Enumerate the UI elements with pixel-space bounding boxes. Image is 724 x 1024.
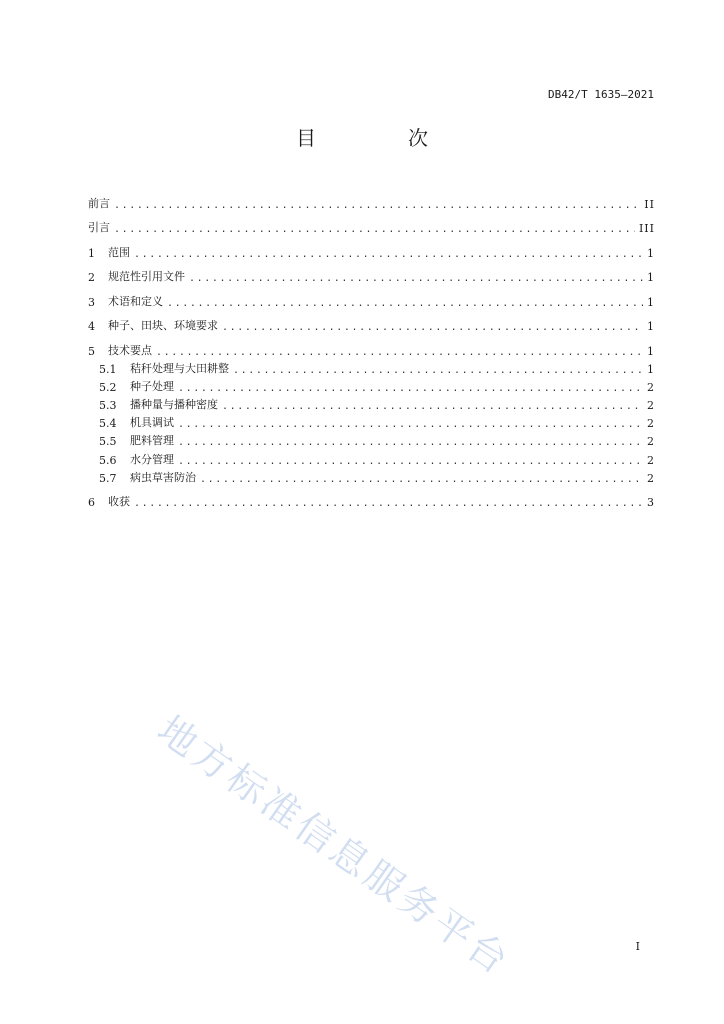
toc-entry[interactable] (88, 448, 655, 466)
toc-entry-number: 5.4 (99, 417, 117, 431)
toc-entry[interactable] (88, 333, 655, 358)
toc-entry-number: 5 (88, 344, 95, 358)
toc-entry[interactable] (88, 235, 655, 260)
dot-leader (167, 298, 643, 309)
watermark: 地方标准信息服务平台 (149, 707, 519, 985)
standard-code: DB42/T 1635—2021 (548, 88, 654, 101)
toc-entry-page: 1 (647, 344, 655, 358)
toc-entry-label: 病虫草害防治 (130, 470, 196, 484)
toc-entry-label: 术语和定义 (108, 294, 163, 308)
toc-entry[interactable] (88, 186, 655, 211)
toc-entry-label: 技术要点 (108, 343, 152, 357)
toc-entry-page: 2 (647, 399, 655, 413)
toc-entry-label: 规范性引用文件 (108, 270, 185, 283)
toc-entry-label: 机具调试 (130, 416, 174, 430)
toc-entry-number: 5.2 (99, 380, 117, 394)
toc-entry-number: 3 (88, 295, 95, 309)
table-of-contents (88, 186, 655, 509)
toc-entry-page: 2 (647, 435, 655, 449)
toc-entry-label: 前言 (88, 196, 110, 210)
toc-entry-page: 1 (647, 246, 655, 260)
toc-entry-label: 范围 (108, 245, 130, 259)
dot-leader (114, 224, 635, 235)
toc-entry-page: 1 (647, 362, 655, 376)
toc-entry-page: 2 (647, 417, 655, 431)
page-number: I (635, 940, 640, 953)
toc-entry-label: 收获 (108, 495, 130, 509)
toc-entry[interactable] (88, 376, 655, 394)
dot-leader (233, 365, 643, 376)
dot-leader (156, 347, 643, 358)
toc-entry-page: 1 (647, 295, 655, 309)
dot-leader (134, 249, 643, 260)
toc-entry-page: 2 (647, 380, 655, 394)
dot-leader (178, 456, 643, 467)
toc-entry-page: III (638, 222, 655, 235)
dot-leader (222, 401, 643, 412)
toc-entry-page: 2 (647, 471, 655, 485)
toc-entry[interactable] (88, 358, 655, 376)
toc-entry-page: II (644, 197, 655, 211)
toc-entry-label: 种子处理 (130, 379, 174, 393)
toc-entry[interactable] (88, 284, 655, 309)
toc-entry-label: 播种量与播种密度 (130, 398, 218, 412)
dot-leader (178, 383, 643, 394)
toc-entry[interactable] (88, 211, 655, 236)
toc-entry[interactable] (88, 260, 655, 285)
toc-entry-number: 2 (88, 271, 95, 284)
toc-entry[interactable] (88, 309, 655, 334)
dot-leader (222, 322, 643, 333)
toc-entry-label: 水分管理 (130, 452, 174, 466)
dot-leader (189, 273, 643, 284)
toc-entry-label: 肥料管理 (130, 434, 174, 448)
toc-entry[interactable] (88, 430, 655, 448)
toc-entry-number: 5.3 (99, 399, 117, 413)
toc-entry-label: 引言 (88, 221, 110, 234)
toc-entry-page: 2 (647, 453, 655, 467)
dot-leader (178, 437, 643, 448)
dot-leader (200, 474, 643, 485)
dot-leader (134, 498, 643, 509)
toc-entry-label: 秸秆处理与大田耕整 (130, 361, 229, 375)
toc-entry[interactable] (88, 412, 655, 430)
toc-entry-page: 3 (647, 496, 655, 510)
toc-entry-number: 5.1 (99, 362, 117, 376)
toc-entry-number: 1 (88, 246, 95, 260)
toc-entry[interactable] (88, 394, 655, 412)
toc-entry-number: 5.7 (99, 471, 117, 485)
toc-entry-number: 5.5 (99, 435, 117, 449)
dot-leader (178, 419, 643, 430)
toc-entry-page: 1 (647, 271, 655, 284)
toc-entry-number: 4 (88, 320, 95, 333)
toc-entry-page: 1 (647, 320, 655, 333)
toc-entry-number: 5.6 (99, 453, 117, 467)
toc-entry[interactable] (88, 485, 655, 510)
dot-leader (114, 200, 640, 211)
page-title: 目 次 (296, 126, 464, 150)
toc-entry-label: 种子、田块、环境要求 (108, 319, 218, 332)
toc-entry[interactable] (88, 467, 655, 485)
toc-entry-number: 6 (88, 496, 95, 510)
